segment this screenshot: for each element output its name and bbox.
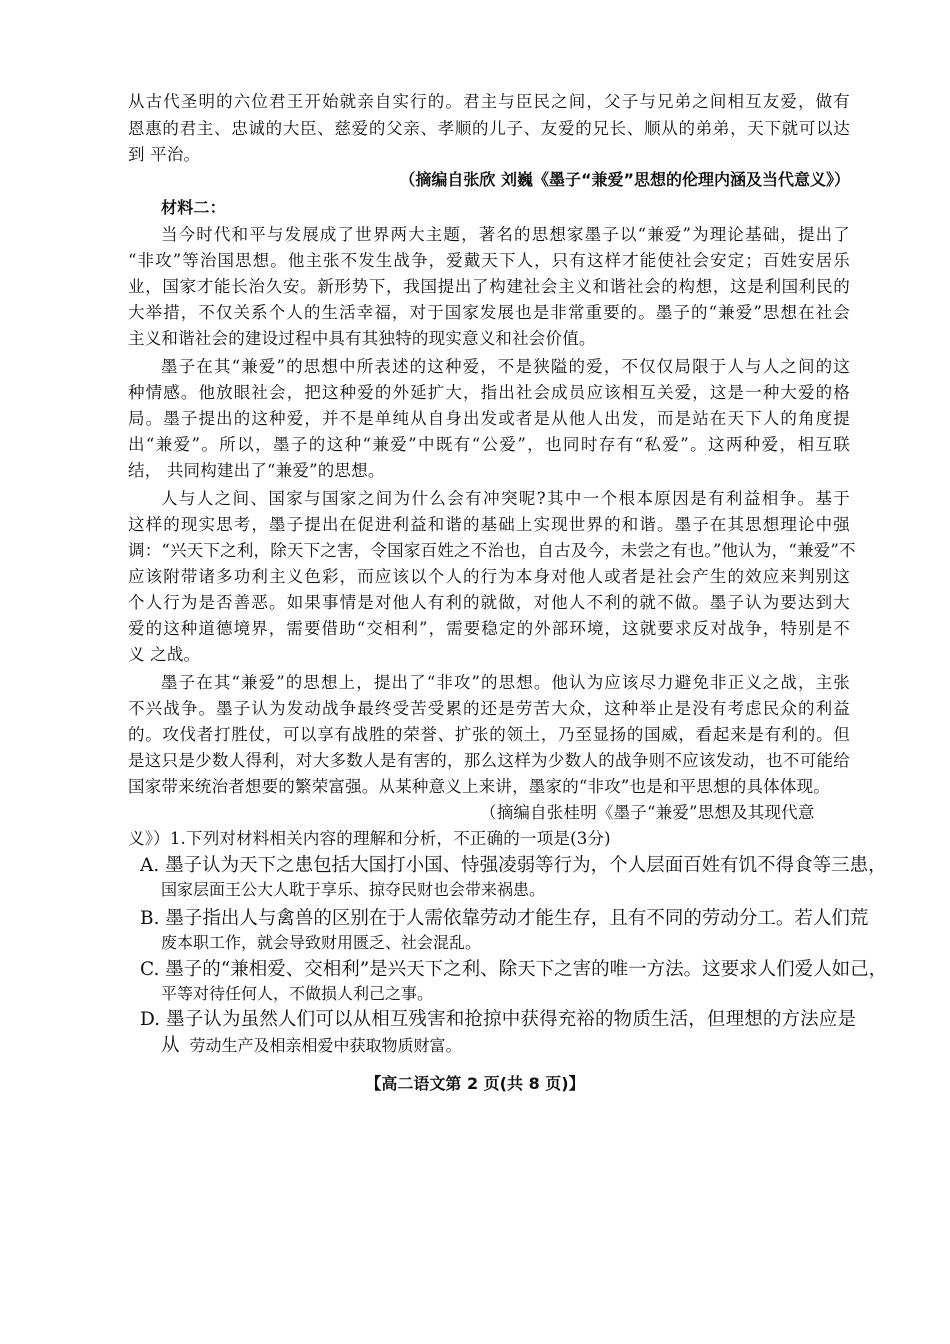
para1-line: 大举措，不仅关系个人的生活幸福，对于国家发展也是非常重要的。墨子的“兼爱”思想在社会 bbox=[128, 303, 850, 322]
para2-line: 种情感。他放眼社会，把这种爱的外延扩大，指出社会成员应该相互关爱，这是一种大爱的格 bbox=[128, 383, 850, 402]
para2-line: 出“兼爱”。所以，墨子的这种“兼爱”中既有“公爱”，也同时存有“私爱”。这两种爱，相互联 bbox=[128, 435, 850, 454]
para3-line: 调：“兴天下之利，除天下之害，令国家百姓之不治也，自古及今，未尝之有也。”他认为，“兼爱”不 bbox=[128, 541, 856, 560]
para1-line: “非攻”等治国思想。他主张不发生战争，爱戴天下人，只有这样才能使社会安定；百姓安居乐 bbox=[128, 251, 850, 270]
para1-line: 当今时代和平与发展成了世界两大主题，著名的思想家墨子以“兼爱”为理论基础，提出了 bbox=[161, 225, 850, 244]
para3-line: 这样的现实思考，墨子提出在促进利益和谐的基础上实现世界的和谐。墨子在其思想理论中强 bbox=[128, 515, 850, 534]
option-d-continued bbox=[161, 1034, 462, 1058]
option-a[interactable]: A. 墨子认为天下之患包括大国打小国、恃强凌弱等行为，个人层面百姓有饥不得食等三患， bbox=[140, 855, 887, 876]
para1-line: 主义和谐社会的建设过程中具有其独特的现实意义和社会价值。 bbox=[128, 329, 596, 348]
para2-line: 墨子在其“兼爱”的思想中所表述的这种爱，不是狭隘的爱，不仅仅局限于人与人之间的这 bbox=[161, 357, 850, 376]
para3-line: 爱的这种道德境界，需要借助“交相利”，需要稳定的外部环境，这就要求反对战争，特别是不 bbox=[128, 619, 850, 638]
para2-line: 局。墨子提出的这种爱，并不是单纯从自身出发或者是从他人出发，而是站在天下人的角度提 bbox=[128, 409, 850, 428]
para3-line: 应该附带诸多功利主义色彩，而应该以个人的行为本身对他人或者是社会产生的效应来判别这 bbox=[128, 567, 850, 586]
material2-heading: 材料二： bbox=[161, 198, 226, 217]
option-b[interactable]: B. 墨子指出人与禽兽的区别在于人需依靠劳动才能生存，且有不同的劳动分工。若人们荒 bbox=[140, 908, 869, 929]
para3-line: 个人行为是否善恶。如果事情是对他人有利的就做，对他人不利的就不做。墨子认为要达到大 bbox=[128, 593, 850, 612]
citation-material1: （摘编自张欣 刘巍《墨子“兼爱”思想的伦理内涵及当代意义》） bbox=[399, 170, 850, 189]
para0-line: 恩惠的君主、忠诚的大臣、慈爱的父亲、孝顺的儿子、友爱的兄长、顺从的弟弟，天下就可以达 bbox=[128, 119, 850, 138]
page-footer: 【高二语文第 2 页(共 8 页)】 bbox=[365, 1074, 585, 1093]
option-c[interactable]: C. 墨子的“兼相爱、交相利”是兴天下之利、除天下之害的唯一方法。这要求人们爱人如己， bbox=[140, 959, 888, 980]
para1-line: 业，国家才能长治久安。新形势下，我国提出了构建社会主义和谐社会的构想，这是利国利民的 bbox=[128, 277, 850, 296]
option-a-continued: 国家层面王公大人耽于享乐、掠夺民财也会带来祸患。 bbox=[161, 880, 546, 899]
para4-line: 是这只是少数人得利，对大多数人是有害的，那么这样为少数人的战争则不应该发动，也不可能给 bbox=[128, 751, 850, 770]
citation-material2: （摘编自张桂明《墨子“兼爱”思想及其现代意 bbox=[480, 803, 815, 822]
option-d[interactable]: D. 墨子认为虽然人们可以从相互残害和抢掠中获得充裕的物质生活，但理想的方法应是 bbox=[140, 1009, 856, 1030]
para0-line: 从古代圣明的六位君王开始就亲自实行的。君主与臣民之间，父子与兄弟之间相互友爱，做有 bbox=[128, 92, 850, 111]
option-d-prefix: 从 bbox=[161, 1035, 180, 1056]
option-b-continued: 废本职工作，就会导致财用匮乏、社会混乱。 bbox=[161, 933, 482, 952]
para0-line: 到 平治。 bbox=[128, 145, 201, 164]
para4-line: 不兴战争。墨子认为发动战争最终受苦受累的还是劳苦大众，这种举止是没有考虑民众的利益 bbox=[128, 699, 850, 718]
para3-line: 义 之战。 bbox=[128, 645, 201, 664]
para4-line: 墨子在其“兼爱”的思想上，提出了“非攻”的思想。他认为应该尽力避免非正义之战，主张 bbox=[161, 673, 850, 692]
option-d-text: 劳动生产及相亲相爱中获取物质财富。 bbox=[189, 1036, 462, 1055]
para3-line: 人与人之间、国家与国家之间为什么会有冲突呢?其中一个根本原因是有利益相争。基于 bbox=[161, 489, 850, 508]
option-c-continued: 平等对待任何人，不做损人利己之事。 bbox=[161, 984, 434, 1003]
question-stem: 义》）1.下列对材料相关内容的理解和分析，不正确的一项是(3分) bbox=[128, 829, 611, 848]
para2-line: 结， 共同构建出了“兼爱”的思想。 bbox=[128, 461, 385, 480]
para4-line: 的。攻伐者打胜仗，可以享有战胜的荣誉、扩张的领土，乃至显扬的国威，看起来是有利的。但 bbox=[128, 725, 850, 744]
para4-line: 国家带来统治者想要的繁荣富强。从某种意义上来讲，墨家的“非攻”也是和平思想的具体体现。 bbox=[128, 777, 830, 796]
